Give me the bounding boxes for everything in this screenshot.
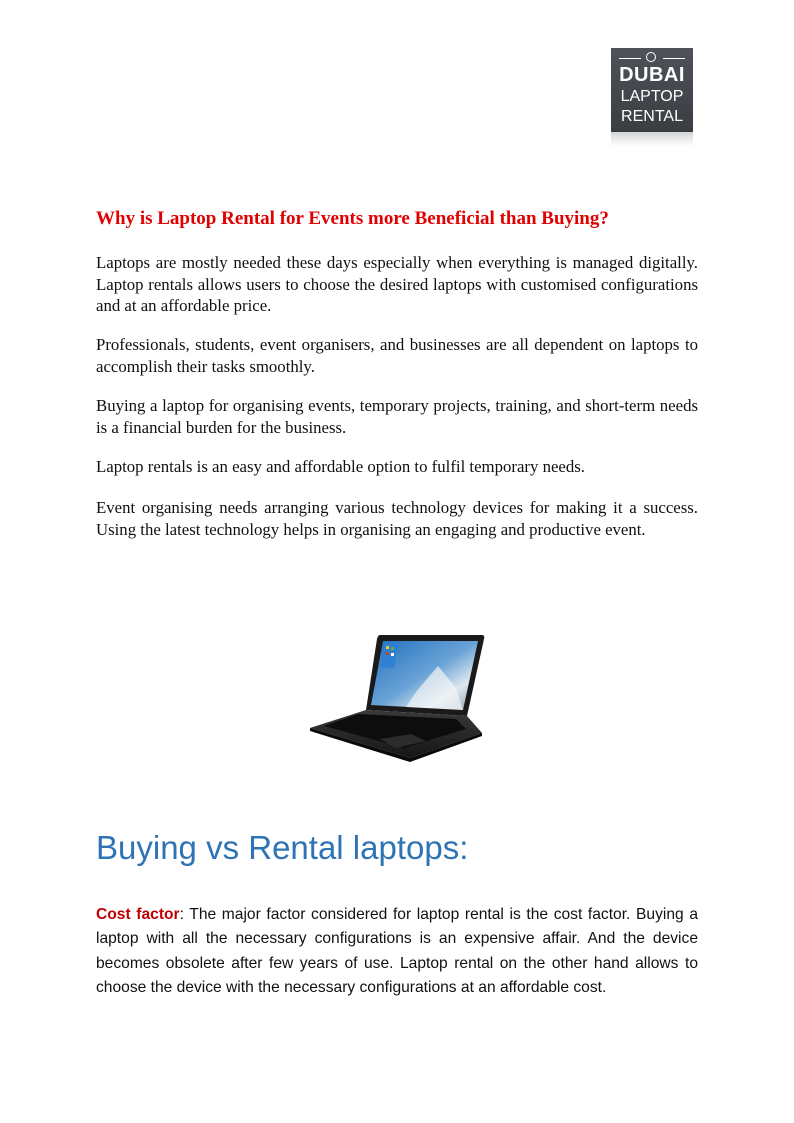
logo-reflection [611,132,693,146]
laptop-image [306,630,488,762]
cost-factor-text: The major factor considered for laptop rental is the cost factor. Buying a laptop with all the necessary configurations is an expensive affair. And the device becomes obsolete after few years of use. Laptop rental on the other hand allows to choose the device with the necessary configurations at an affordable cost. [96,906,698,996]
logo-rule-left [619,58,641,59]
logo-emblem [611,51,693,65]
cost-factor-label: Cost factor [96,906,180,923]
logo-word-rental: RENTAL [621,108,683,125]
paragraph-intro: Laptops are mostly needed these days especially when everything is managed digitally. Laptop rentals allows users to choose the desired laptops with customised configurations and at an affordable price. [96,253,698,315]
paragraph-users: Professionals, students, event organisers, and businesses are all dependent on laptops to accomplish their tasks smoothly. [96,335,698,376]
paragraph-buying-burden: Buying a laptop for organising events, temporary projects, training, and short-term needs is a financial burden for the business. [96,396,698,437]
laptop-circle-icon [646,52,656,62]
cost-factor-paragraph [96,903,698,1000]
logo-rule-right [663,58,685,59]
cost-factor-colon: : [179,906,184,923]
paragraph-rental-option: Laptop rentals is an easy and affordable option to fulfil temporary needs. [96,457,585,476]
logo-word-dubai: DUBAI [619,64,685,86]
section-title: Buying vs Rental laptops: [96,829,469,866]
logo-word-laptop: LAPTOP [620,88,684,105]
brand-logo [611,48,693,132]
page-heading: Why is Laptop Rental for Events more Beneficial than Buying? [96,208,609,229]
paragraph-event-technology: Event organising needs arranging various technology devices for making it a success. Using the latest technology helps in organising an engaging and productive event. [96,498,698,539]
